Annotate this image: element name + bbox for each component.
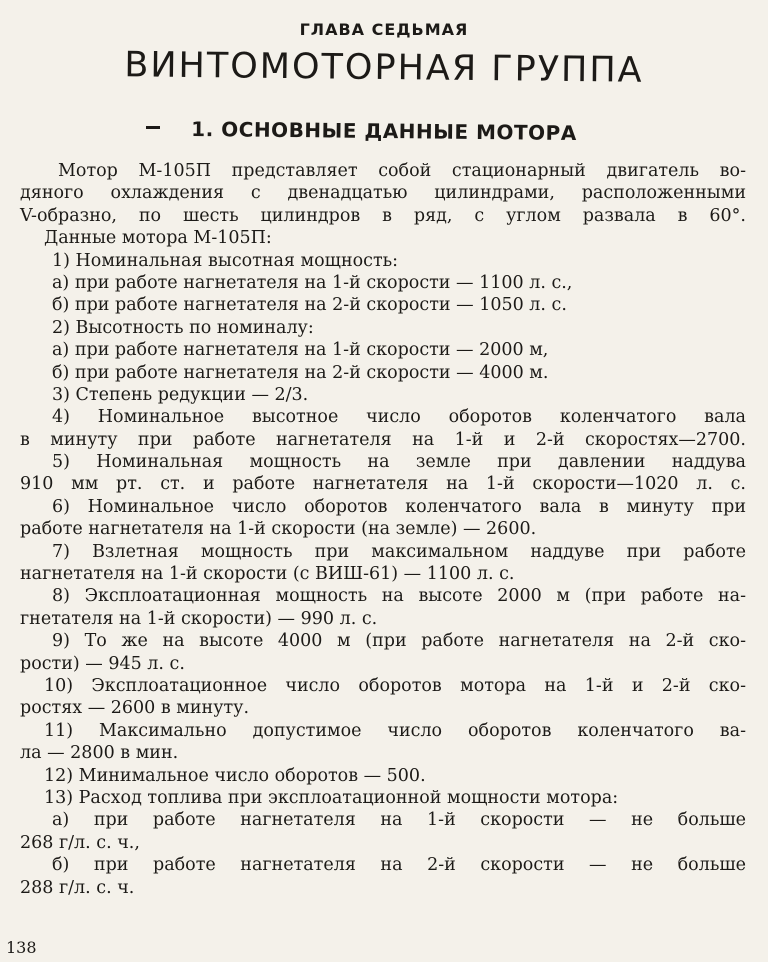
list-item: 7) Взлетная мощность при максимальном наддуве при работе [52, 541, 746, 562]
list-item: 10) Эксплоатационное число оборотов мотора на 1-й и 2-й ско- [44, 675, 746, 696]
list-item: б) при работе нагнетателя на 2-й скорости — 1050 л. с. [52, 295, 567, 316]
page-title: ВИНТОМОТОРНАЯ ГРУППА [124, 45, 644, 91]
text-line: 910 мм рт. ст. и работе нагнетателя на 1-й скорости—1020 л. с. [20, 474, 746, 495]
chapter-heading: ГЛАВА СЕДЬМАЯ [299, 20, 469, 39]
text-line: Мотор М-105П представляет собой стационарный двигатель во- [58, 161, 746, 181]
text-line: рости) — 945 л. с. [20, 653, 185, 674]
list-item: а) при работе нагнетателя на 1-й скорости — 2000 м, [52, 340, 549, 361]
text-line: V-образно, по шесть цилиндров в ряд, с углом развала в 60°. [20, 205, 746, 226]
list-item: 1) Номинальная высотная мощность: [52, 250, 399, 271]
list-item: а) при работе нагнетателя на 1-й скорости — 1100 л. с., [52, 272, 573, 293]
list-item: 4) Номинальное высотное число оборотов коленчатого вала [52, 407, 746, 428]
list-item: б) при работе нагнетателя на 2-й скорости — не больше [52, 855, 746, 876]
text-line: Данные мотора М-105П: [44, 228, 272, 249]
list-item: 13) Расход топлива при эксплоатационной мощности мотора: [44, 787, 619, 808]
body-text [20, 160, 746, 899]
text-line: ростях — 2600 в минуту. [20, 698, 250, 719]
text-line: ла — 2800 в мин. [20, 743, 179, 764]
text-line: в минуту при работе нагнетателя на 1-й и 2-й скоростях—2700. [20, 429, 746, 450]
text-line: дяного охлаждения с двенадцатью цилиндрами, расположенными [20, 183, 746, 204]
list-item: 11) Максимально допустимое число оборотов коленчатого ва- [44, 720, 746, 741]
text-line: работе нагнетателя на 1-й скорости (на земле) — 2600. [20, 519, 537, 540]
page-number: 138 [6, 938, 37, 957]
list-item: 3) Степень редукции — 2/3. [52, 384, 309, 405]
text-line: гнетателя на 1-й скорости) — 990 л. с. [20, 608, 378, 629]
list-item: 9) То же на высоте 4000 м (при работе нагнетателя на 2-й ско- [52, 631, 746, 652]
section-heading: 1. ОСНОВНЫЕ ДАННЫЕ МОТОРА [191, 116, 577, 146]
list-item: 12) Минимальное число оборотов — 500. [44, 765, 426, 786]
text-line: 268 г/л. с. ч., [20, 832, 140, 853]
text-line: нагнетателя на 1-й скорости (с ВИШ-61) — 1100 л. с. [20, 564, 515, 585]
list-item: 8) Эксплоатационная мощность на высоте 2000 м (при работе на- [52, 586, 746, 607]
text-line: 288 г/л. с. ч. [20, 877, 135, 898]
list-item: 6) Номинальное число оборотов коленчатого вала в минуту при [52, 496, 746, 517]
list-item: б) при работе нагнетателя на 2-й скорости — 4000 м. [52, 362, 549, 383]
list-item: а) при работе нагнетателя на 1-й скорости — не больше [52, 810, 746, 831]
list-item: 2) Высотность по номиналу: [52, 317, 314, 338]
list-item: 5) Номинальная мощность на земле при давлении наддува [52, 452, 746, 473]
